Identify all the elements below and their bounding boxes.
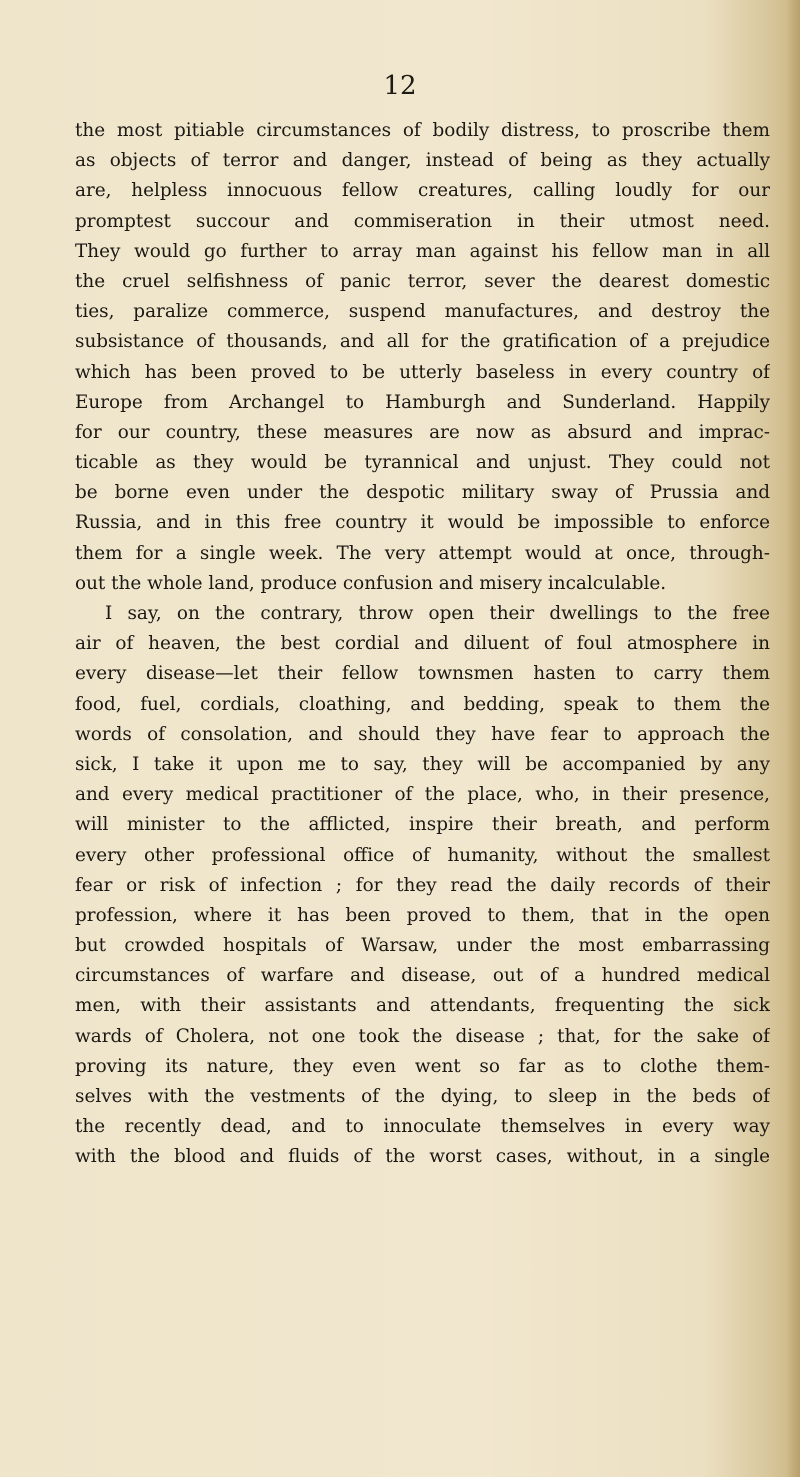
- text-line: subsistance of thousands, and all for the gratification of a prejudice: [75, 331, 770, 353]
- text-line: them for a single week. The very attempt would at once, through-: [75, 542, 770, 564]
- text-line: I say, on the contrary, throw open their dwellings to the free: [105, 603, 770, 624]
- text-line: circumstances of warfare and disease, out of a hundred medical: [75, 965, 770, 987]
- text-line: proving its nature, they even went so far as to clothe them-: [75, 1055, 770, 1077]
- text-line: the most pitiable circumstances of bodily distress, to proscribe them: [75, 120, 770, 141]
- text-line: out the whole land, produce confusion and misery incalculable.: [75, 572, 667, 594]
- text-line: sick, I take it upon me to say, they will be accompanied by any: [75, 753, 770, 775]
- text-line: profession, where it has been proved to them, that in the open: [75, 904, 770, 926]
- text-line: and every medical practitioner of the place, who, in their presence,: [75, 784, 770, 806]
- page-number: 12: [383, 71, 417, 101]
- text-line: will minister to the afflicted, inspire their breath, and perform: [75, 814, 770, 836]
- text-line: be borne even under the despotic military sway of Prussia and: [75, 482, 770, 504]
- text-line: ties, paralize commerce, suspend manufactures, and destroy the: [75, 301, 770, 323]
- text-line: the cruel selfishness of panic terror, sever the dearest domestic: [75, 270, 770, 292]
- text-line: air of heaven, the best cordial and diluent of foul atmosphere in: [75, 633, 770, 655]
- text-line: ticable as they would be tyrannical and unjust. They could not: [75, 452, 770, 474]
- text-line: but crowded hospitals of Warsaw, under the most embarrassing: [75, 935, 770, 957]
- text-line: are, helpless innocuous fellow creatures, calling loudly for our: [75, 180, 770, 202]
- text-line: as objects of terror and danger, instead of being as they actually: [75, 150, 770, 172]
- text-line: every other professional office of humanity, without the smallest: [75, 844, 770, 866]
- text-line: men, with their assistants and attendants, frequenting the sick: [75, 995, 770, 1017]
- text-line: with the blood and fluids of the worst cases, without, in a single: [75, 1146, 770, 1168]
- page-edge-shadow: [786, 0, 800, 1477]
- text-line: words of consolation, and should they have fear to approach the: [75, 723, 770, 745]
- text-line: Russia, and in this free country it would be impossible to enforce: [75, 512, 770, 534]
- text-line: Europe from Archangel to Hamburgh and Sunderland. Happily: [75, 391, 770, 413]
- text-line: every disease—let their fellow townsmen hasten to carry them: [75, 663, 770, 685]
- text-line: They would go further to array man against his fellow man in all: [75, 240, 770, 262]
- text-line: food, fuel, cordials, cloathing, and bedding, speak to them the: [75, 693, 770, 715]
- body-text: [75, 116, 770, 1173]
- text-line: the recently dead, and to innoculate themselves in every way: [75, 1116, 770, 1138]
- text-line: for our country, these measures are now as absurd and imprac-: [75, 421, 770, 443]
- text-line: promptest succour and commiseration in their utmost need.: [75, 210, 770, 232]
- text-line: wards of Cholera, not one took the disease ; that, for the sake of: [75, 1025, 770, 1047]
- text-line: which has been proved to be utterly baseless in every country of: [75, 361, 770, 383]
- text-line: selves with the vestments of the dying, to sleep in the beds of: [75, 1086, 770, 1107]
- text-line: fear or risk of infection ; for they read the daily records of their: [75, 874, 770, 896]
